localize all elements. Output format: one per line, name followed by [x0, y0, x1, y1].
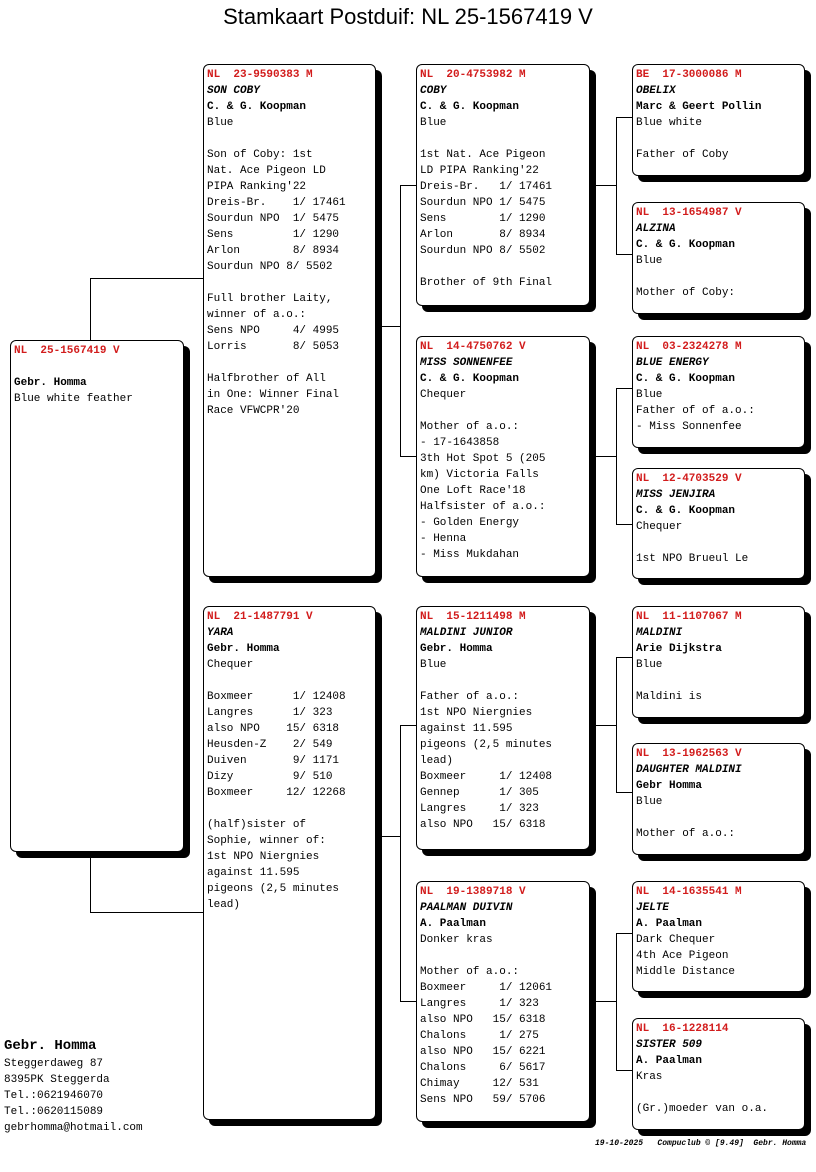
note-line: Langres 1/ 323	[420, 998, 539, 1010]
connector-line	[616, 933, 617, 1070]
ring-number: NL 15-1211498 M	[420, 611, 526, 623]
ring-number: NL 25-1567419 V	[14, 345, 120, 357]
pigeon-card-fmf[interactable]	[632, 336, 805, 448]
note-line	[636, 535, 800, 551]
note-line	[420, 948, 585, 964]
note-line: Langres 1/ 323	[420, 803, 539, 815]
ring-number: NL 13-1962563 V	[636, 748, 742, 760]
note-line: 1st NPO Brueul Le	[636, 553, 749, 565]
note-line: (Gr.)moeder van o.a.	[636, 1103, 769, 1115]
pigeon-card-ffm[interactable]	[632, 202, 805, 314]
ring-number: NL 14-4750762 V	[420, 341, 526, 353]
note-line	[636, 131, 800, 147]
note-line: Chalons 6/ 5617	[420, 1062, 546, 1074]
pigeon-color: Blue	[420, 117, 447, 129]
pigeon-name: MALDINI	[636, 627, 683, 639]
page-title: Stamkaart Postduif: NL 25-1567419 V	[223, 4, 593, 29]
pigeon-color: Dark Chequer	[636, 934, 716, 946]
note-line: lead)	[207, 899, 241, 911]
ring-number: NL 11-1107067 M	[636, 611, 742, 623]
note-line: Middle Distance	[636, 966, 736, 978]
note-line: Arlon 8/ 8934	[207, 245, 340, 257]
note-line: (half)sister of	[207, 819, 307, 831]
connector-line	[616, 933, 633, 934]
breeder-name: C. & G. Koopman	[420, 101, 520, 113]
pigeon-card-father-father[interactable]	[416, 64, 590, 306]
note-line: Boxmeer 1/ 12061	[420, 982, 553, 994]
note-line	[207, 673, 371, 689]
note-line: 1st NPO Niergnies	[420, 707, 533, 719]
connector-line	[590, 1001, 616, 1002]
note-line	[207, 355, 371, 371]
breeder-name: C. & G. Koopman	[636, 239, 736, 251]
pigeon-name: PAALMAN DUIVIN	[420, 902, 513, 914]
connector-line	[616, 1070, 633, 1071]
owner-street: Steggerdaweg 87	[4, 1058, 104, 1070]
pigeon-card-mff[interactable]	[632, 606, 805, 718]
pigeon-card-mother-father[interactable]	[416, 606, 590, 850]
connector-line	[376, 836, 400, 837]
note-line	[207, 275, 371, 291]
pigeon-color: Chequer	[636, 521, 683, 533]
ring-number: NL 14-1635541 M	[636, 886, 742, 898]
pigeon-card-mother-mother[interactable]	[416, 881, 590, 1122]
note-line: Sens 1/ 1290	[207, 229, 340, 241]
pigeon-name: MISS JENJIRA	[636, 489, 716, 501]
note-line: - Henna	[420, 533, 467, 545]
breeder-name: Arie Dijkstra	[636, 643, 722, 655]
connector-line	[400, 725, 401, 1001]
note-line: 4th Ace Pigeon	[636, 950, 729, 962]
note-line: 3th Hot Spot 5 (205	[420, 453, 546, 465]
note-line	[420, 259, 585, 275]
note-line: Langres 1/ 323	[207, 707, 333, 719]
note-line: also NPO 15/ 6318	[420, 819, 546, 831]
pigeon-color: Blue	[636, 796, 663, 808]
pigeon-card-father[interactable]	[203, 64, 376, 577]
note-line: Arlon 8/ 8934	[420, 229, 546, 241]
note-line: Son of Coby: 1st	[207, 149, 313, 161]
connector-line	[616, 388, 617, 524]
connector-line	[90, 852, 91, 913]
connector-line	[376, 326, 400, 327]
pigeon-name: SISTER 509	[636, 1039, 703, 1051]
note-line: PIPA Ranking'22	[207, 181, 307, 193]
note-line: Nat. Ace Pigeon LD	[207, 165, 326, 177]
note-line: Dreis-Br. 1/ 17461	[207, 197, 346, 209]
note-line: also NPO 15/ 6318	[420, 1014, 546, 1026]
owner-address	[4, 1036, 143, 1136]
footer-credit: 19-10-2025 Compuclub © [9.49] Gebr. Homma	[595, 1139, 807, 1148]
note-line: Duiven 9/ 1171	[207, 755, 340, 767]
pigeon-name	[14, 359, 179, 375]
pigeon-color: Chequer	[420, 389, 467, 401]
owner-name: Gebr. Homma	[4, 1038, 97, 1054]
note-line: in One: Winner Final	[207, 389, 340, 401]
connector-line	[400, 185, 401, 456]
ring-number: BE 17-3000086 M	[636, 69, 742, 81]
note-line: 1st NPO Niergnies	[207, 851, 320, 863]
ring-number: NL 21-1487791 V	[207, 611, 313, 623]
pigeon-card-fff[interactable]	[632, 64, 805, 176]
breeder-name: Marc & Geert Pollin	[636, 101, 762, 113]
breeder-name: C. & G. Koopman	[207, 101, 307, 113]
pigeon-name: SON COBY	[207, 85, 260, 97]
note-line: pigeons (2,5 minutes	[207, 883, 340, 895]
note-line: Sens 1/ 1290	[420, 213, 546, 225]
note-line: Mother of a.o.:	[420, 966, 520, 978]
note-line: Sourdun NPO 8/ 5502	[420, 245, 546, 257]
pigeon-name: OBELIX	[636, 85, 676, 97]
pigeon-color: Blue	[420, 659, 447, 671]
connector-line	[90, 278, 204, 279]
ring-number: NL 19-1389718 V	[420, 886, 526, 898]
ring-number: NL 23-9590383 M	[207, 69, 313, 81]
note-line: Mother of a.o.:	[636, 828, 736, 840]
pigeon-card-mmf[interactable]	[632, 881, 805, 992]
breeder-name: C. & G. Koopman	[636, 505, 736, 517]
note-line	[636, 269, 800, 285]
ring-number: NL 12-4703529 V	[636, 473, 742, 485]
note-line: Mother of a.o.:	[420, 421, 520, 433]
connector-line	[616, 254, 633, 255]
note-line: also NPO 15/ 6221	[420, 1046, 546, 1058]
note-line: Maldini is	[636, 691, 703, 703]
pigeon-color: Blue	[207, 117, 234, 129]
pigeon-color: Kras	[636, 1071, 663, 1083]
note-line: Halfsister of a.o.:	[420, 501, 546, 513]
note-line: Dreis-Br. 1/ 17461	[420, 181, 553, 193]
note-line: LD PIPA Ranking'22	[420, 165, 539, 177]
note-line: Heusden-Z 2/ 549	[207, 739, 333, 751]
note-line: Father of of a.o.:	[636, 405, 755, 417]
note-line: - Golden Energy	[420, 517, 520, 529]
owner-phone-2: Tel.:0620115089	[4, 1106, 104, 1118]
note-line: Lorris 8/ 5053	[207, 341, 340, 353]
pigeon-card-subject[interactable]	[10, 340, 184, 852]
connector-line	[400, 185, 417, 186]
note-line: Halfbrother of All	[207, 373, 326, 385]
pigeon-name: YARA	[207, 627, 234, 639]
connector-line	[400, 456, 417, 457]
note-line: 1st Nat. Ace Pigeon	[420, 149, 546, 161]
note-line: Brother of 9th Final	[420, 277, 553, 289]
note-line: winner of a.o.:	[207, 309, 307, 321]
pigeon-name: MISS SONNENFEE	[420, 357, 513, 369]
pigeon-card-mother[interactable]	[203, 606, 376, 1120]
note-line: - 17-1643858	[420, 437, 500, 449]
pigeon-name: COBY	[420, 85, 447, 97]
pigeon-color: Blue	[636, 389, 663, 401]
ring-number: NL 13-1654987 V	[636, 207, 742, 219]
connector-line	[590, 185, 616, 186]
pigeon-card-mmm[interactable]	[632, 1018, 805, 1130]
note-line: Sens NPO 59/ 5706	[420, 1094, 546, 1106]
pigeon-color: Blue white feather	[14, 393, 133, 405]
connector-line	[616, 117, 633, 118]
pigeon-name: BLUE ENERGY	[636, 357, 709, 369]
pigeon-color: Chequer	[207, 659, 254, 671]
note-line: Sourdun NPO 8/ 5502	[207, 261, 333, 273]
note-line: against 11.595	[207, 867, 300, 879]
note-line	[636, 673, 800, 689]
pigeon-name: JELTE	[636, 902, 670, 914]
connector-line	[616, 657, 617, 792]
note-line: Father of Coby	[636, 149, 729, 161]
note-line: - Miss Sonnenfee	[636, 421, 742, 433]
breeder-name: Gebr. Homma	[14, 377, 87, 389]
connector-line	[590, 456, 616, 457]
note-line: Father of a.o.:	[420, 691, 520, 703]
owner-email: gebrhomma@hotmail.com	[4, 1122, 143, 1134]
breeder-name: A. Paalman	[420, 918, 487, 930]
owner-city: 8395PK Steggerda	[4, 1074, 110, 1086]
breeder-name: A. Paalman	[636, 1055, 703, 1067]
note-line: Full brother Laity,	[207, 293, 333, 305]
pigeon-card-fmm[interactable]	[632, 468, 805, 579]
pigeon-card-mfm[interactable]	[632, 743, 805, 855]
breeder-name: C. & G. Koopman	[420, 373, 520, 385]
note-line: Race VFWCPR'20	[207, 405, 300, 417]
note-line	[636, 1085, 800, 1101]
note-line: One Loft Race'18	[420, 485, 526, 497]
note-line: Boxmeer 1/ 12408	[207, 691, 346, 703]
ring-number: NL 20-4753982 M	[420, 69, 526, 81]
connector-line	[616, 657, 633, 658]
note-line: Sens NPO 4/ 4995	[207, 325, 340, 337]
note-line: Dizy 9/ 510	[207, 771, 333, 783]
note-line: Boxmeer 1/ 12408	[420, 771, 553, 783]
connector-line	[616, 117, 617, 254]
pigeon-color: Blue white	[636, 117, 703, 129]
pigeon-name: DAUGHTER MALDINI	[636, 764, 742, 776]
connector-line	[616, 388, 633, 389]
connector-line	[616, 524, 633, 525]
note-line	[420, 131, 585, 147]
note-line: against 11.595	[420, 723, 513, 735]
note-line: Chimay 12/ 531	[420, 1078, 539, 1090]
breeder-name: A. Paalman	[636, 918, 703, 930]
note-line: Sourdun NPO 1/ 5475	[420, 197, 546, 209]
pigeon-color: Blue	[636, 255, 663, 267]
connector-line	[400, 1001, 417, 1002]
note-line: Sourdun NPO 1/ 5475	[207, 213, 340, 225]
note-line	[420, 403, 585, 419]
connector-line	[90, 278, 91, 340]
note-line: km) Victoria Falls	[420, 469, 539, 481]
pigeon-color: Blue	[636, 659, 663, 671]
pigeon-color: Donker kras	[420, 934, 493, 946]
breeder-name: Gebr Homma	[636, 780, 703, 792]
note-line: Gennep 1/ 305	[420, 787, 539, 799]
owner-phone-1: Tel.:0621946070	[4, 1090, 104, 1102]
pigeon-card-father-mother[interactable]	[416, 336, 590, 577]
note-line: also NPO 15/ 6318	[207, 723, 340, 735]
note-line: - Miss Mukdahan	[420, 549, 520, 561]
connector-line	[590, 725, 616, 726]
note-line	[207, 801, 371, 817]
connector-line	[616, 792, 633, 793]
breeder-name: C. & G. Koopman	[636, 373, 736, 385]
note-line: pigeons (2,5 minutes	[420, 739, 553, 751]
note-line: Sophie, winner of:	[207, 835, 326, 847]
connector-line	[400, 725, 417, 726]
breeder-name: Gebr. Homma	[207, 643, 280, 655]
note-line	[207, 131, 371, 147]
note-line: Boxmeer 12/ 12268	[207, 787, 346, 799]
pigeon-name: ALZINA	[636, 223, 676, 235]
note-line	[420, 673, 585, 689]
note-line	[636, 810, 800, 826]
ring-number: NL 16-1228114	[636, 1023, 729, 1035]
pigeon-name: MALDINI JUNIOR	[420, 627, 513, 639]
note-line: Mother of Coby:	[636, 287, 736, 299]
note-line: lead)	[420, 755, 454, 767]
connector-line	[90, 912, 204, 913]
note-line: Chalons 1/ 275	[420, 1030, 539, 1042]
ring-number: NL 03-2324278 M	[636, 341, 742, 353]
breeder-name: Gebr. Homma	[420, 643, 493, 655]
